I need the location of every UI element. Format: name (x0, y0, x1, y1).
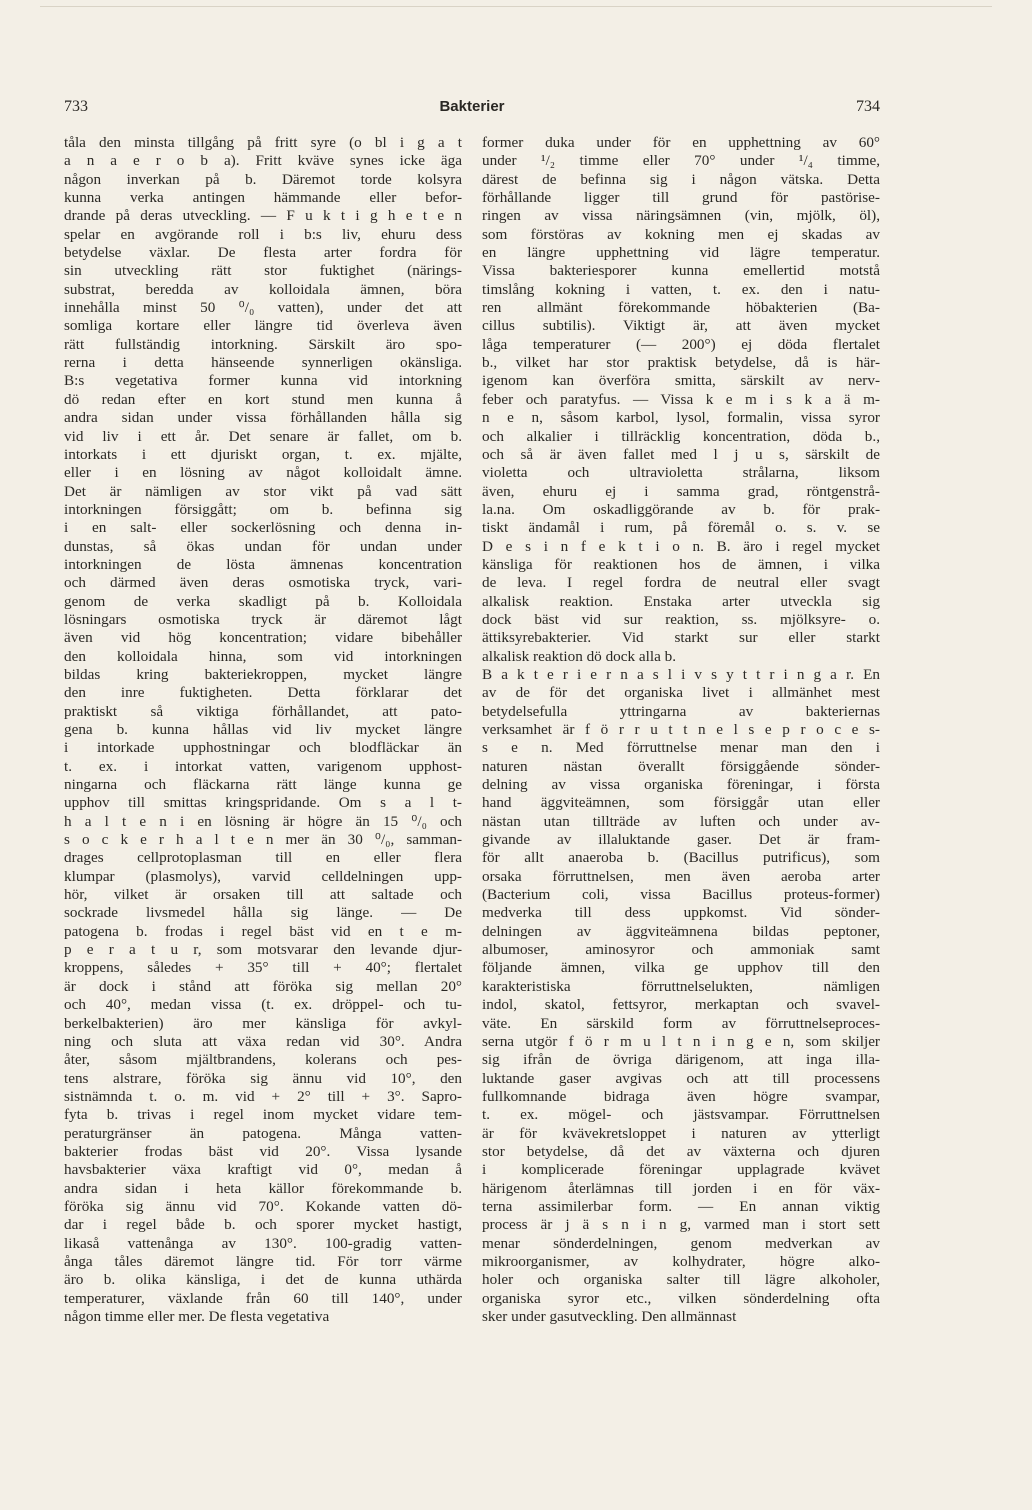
text-line: sig ifrån de övriga därigenom, att inga illa- (482, 1051, 880, 1069)
text-line: är dock i stånd att föröka sig mellan 20° (64, 977, 462, 995)
text-line: substrat, beredda av kolloidala ämnen, böra (64, 280, 462, 298)
text-line: intorkningen försiggått; om b. befinna sig (64, 500, 462, 518)
text-line: verksamhet är f ö r r u t t n e l s e p r o c e s- (482, 721, 880, 738)
text-line: fyta b. trivas i regel inom mycket vidare tem- (64, 1106, 462, 1124)
text-line: andra sidan under vissa förhållanden hålla sig (64, 409, 462, 427)
text-line: stor betydelse, då det av växterna och djuren (482, 1142, 880, 1160)
text-line: kunna verka antingen hämmande eller befor- (64, 189, 462, 207)
text-line: och därmed även deras osmotiska tryck, vari- (64, 574, 462, 592)
text-line: klumpar (plasmolys), varvid celldelningen upp- (64, 867, 462, 885)
text-line: sin utveckling rätt stor fuktighet (närings- (64, 262, 462, 280)
text-line: hand äggviteämnen, som försiggår utan eller (482, 794, 880, 812)
text-line: karakteristiska förruttnelselukten, nämligen (482, 977, 880, 995)
page-number-left: 733 (64, 98, 88, 115)
text-line: även, ehuru ej i samma grad, röntgenstrå- (482, 482, 880, 500)
text-line: betydelse växlar. De flesta arter fordra för (64, 244, 462, 262)
text-line: de leva. I regel fordra de neutral eller svagt (482, 574, 880, 592)
top-edge-rule (40, 6, 992, 7)
text-line: mikroorganismer, av kolhydrater, högre alko- (482, 1252, 880, 1270)
text-line: tens alstrare, föröka sig ännu vid 10°, den (64, 1069, 462, 1087)
text-line: naturen nästan överallt försiggående sönder- (482, 757, 880, 775)
text-line: D e s i n f e k t i o n. B. äro i regel mycket (482, 537, 880, 555)
text-line: holer och organiska salter till lägre alkoholer, (482, 1271, 880, 1289)
text-line: i en salt- eller sockerlösning och denna in- (64, 519, 462, 537)
text-line: drages cellprotoplasman till en eller flera (64, 849, 462, 867)
text-line: drande på deras utveckling. — F u k t i g h e t e n (64, 207, 462, 225)
text-line: sistnämnda t. o. m. vid + 2° till + 3°. Sapro- (64, 1087, 462, 1105)
text-line: t. ex. mögel- och jästsvampar. Förruttnelsen (482, 1106, 880, 1124)
text-line: och så är även fallet med l j u s, särskilt de (482, 445, 880, 463)
text-line: en längre upphettning vid lägre temperatur. (482, 244, 880, 262)
text-line: praktiskt så viktiga förhållandet, att pato- (64, 702, 462, 720)
text-line: delningen av äggviteämnena bildas peptoner, (482, 922, 880, 940)
text-line: upphov till smittas kringspridande. Om s a l t- (64, 794, 462, 812)
text-line: delning av vissa organiska föreningar, i första (482, 776, 880, 794)
text-line: terna assimilerbar form. — En annan viktig (482, 1197, 880, 1215)
text-line: genom de verka skadligt på b. Kolloidala (64, 592, 462, 610)
text-line: andra sidan i heta källor förekommande b. (64, 1179, 462, 1197)
text-line: h a l t e n i en lösning är högre än 15 ⁰/₀ och (64, 812, 462, 830)
text-line: berkelbakterien) äro mer känsliga för avkyl- (64, 1014, 462, 1032)
text-line: p e r a t u r, som motsvarar den levande djur- (64, 941, 462, 959)
page-number-right: 734 (856, 98, 880, 115)
text-line: albumoser, aminosyror och ammoniak samt (482, 941, 880, 959)
text-line: kroppens, således + 35° till + 40°; flertalet (64, 959, 462, 977)
text-line: ånga tåles däremot längre tid. För torr värme (64, 1252, 462, 1270)
text-line: ringen av vissa näringsämnen (vin, mjölk, öl), (482, 207, 880, 225)
text-line: igenom kan överföra smitta, särskilt av nerv- (482, 372, 880, 390)
text-line: luktande gaser avgivas och att till processens (482, 1069, 880, 1087)
text-line: somliga kortare eller längre tid överleva även (64, 317, 462, 335)
text-line: sker under gasutveckling. Den allmännast (482, 1308, 737, 1325)
text-line: intorkats i ett djuriskt organ, t. ex. mjälte, (64, 445, 462, 463)
text-line: spelar en avgörande roll i b:s liv, ehuru dess (64, 225, 462, 243)
text-line: innehålla minst 50 ⁰/₀ vatten), under det att (64, 299, 462, 317)
left-text-column (64, 134, 462, 1326)
text-line: serna utgör f ö r m u l t n i n g e n, som skiljer (482, 1032, 880, 1050)
text-line: föröka sig ännu vid 70°. Kokande vatten dö- (64, 1197, 462, 1215)
text-line: tåla den minsta tillgång på fritt syre (o bl i g a t (64, 134, 462, 151)
text-line: ren allmänt förekommande höbakterien (Ba- (482, 299, 880, 317)
text-line: i komplicerade föreningar upplagrade kvävet (482, 1161, 880, 1179)
text-line: a n a e r o b a). Fritt kväve synes icke äga (64, 152, 462, 170)
text-line: i intorkade upphostningar och blodfläckar än (64, 739, 462, 757)
text-line: alkalisk reaktion. Enstaka arter utveckla sig (482, 592, 880, 610)
text-line: och alkalier i tillräcklig koncentration, döda b., (482, 427, 880, 445)
text-line: timslång kokning i vatten, t. ex. den i natu- (482, 280, 880, 298)
text-line: la.na. Om oskadliggörande av b. för prak- (482, 500, 880, 518)
text-line: av de för det organiska livet i allmänhet mest (482, 684, 880, 702)
text-line: är för kvävekretsloppet i naturen av ytterligt (482, 1124, 880, 1142)
text-line: lösningars osmotiska tryck är däremot lågt (64, 610, 462, 628)
text-line: nästan utan tillträde av luften och under av- (482, 812, 880, 830)
text-line: (Bacterium coli, vissa Bacillus proteus-former) (482, 886, 880, 904)
text-line: havsbakterier växa kraftigt vid 0°, medan å (64, 1161, 462, 1179)
text-line: känsliga för reaktionen hos de ämnen, i vilka (482, 555, 880, 573)
text-line: låga temperaturer (— 200°) ej döda flertalet (482, 335, 880, 353)
text-line: bildas kring bakteriekroppen, mycket längre (64, 665, 462, 683)
text-line: givande av illaluktande gaser. Det är fram- (482, 831, 880, 849)
text-line: violetta och ultravioletta strålarna, liksom (482, 464, 880, 482)
text-line: väte. En särskild form av förruttnelseproces- (482, 1014, 880, 1032)
running-header (64, 98, 880, 122)
text-line: som förstöras av kokning men ej skadas av (482, 225, 880, 243)
text-line: bakterier frodas bäst vid 20°. Vissa lysande (64, 1142, 462, 1160)
text-line: dunstas, så ökas undan för undan under (64, 537, 462, 555)
text-line: dock bäst vid sur reaktion, ss. mjölksyre- o. (482, 610, 880, 628)
text-line: någon inverkan på b. Däremot torde kolsyra (64, 170, 462, 188)
text-line: även vid hög koncentration; vidare bibehåller (64, 629, 462, 647)
text-line: och 40°, medan vissa (t. ex. dröppel- och tu- (64, 996, 462, 1014)
text-line: den inre fuktigheten. Detta förklarar det (64, 684, 462, 702)
text-line: härigenom återlämnas till jorden i en för väx- (482, 1179, 880, 1197)
text-line: patogena b. frodas i regel bäst vid en t e m- (64, 922, 462, 940)
text-line: indol, skatol, fettsyror, merkaptan och svavel- (482, 996, 880, 1014)
text-line: medverka till dess uppkomst. Vid sönder- (482, 904, 880, 922)
text-line: hör, vilket är orsaken till att saltade och (64, 886, 462, 904)
text-line: Vissa bakteriesporer kunna emellertid motstå (482, 262, 880, 280)
text-line: någon timme eller mer. De flesta vegetativa (64, 1308, 330, 1325)
text-line: s e n. Med förruttnelse menar man den i (482, 739, 880, 757)
text-line: B:s vegetativa former kunna vid intorkning (64, 372, 462, 390)
text-line: sockrade livsmedel hålla sig länge. — De (64, 904, 462, 922)
text-line: tiskt ändamål i rum, på föremål o. s. v. se (482, 519, 880, 537)
text-line: b., vilket har stor praktisk betydelse, då is här- (482, 354, 880, 372)
text-line: förhållande ligger till grund för pastörise- (482, 189, 880, 207)
text-line: t. ex. i intorkat vatten, varigenom upphost- (64, 757, 462, 775)
text-line: rätt fullständig intorkning. Särskilt äro spo- (64, 335, 462, 353)
right-text-column (482, 134, 880, 1326)
text-line: intorkningen de lösta ämnenas koncentration (64, 555, 462, 573)
text-line: B a k t e r i e r n a s l i v s y t t r i n g a r. En (482, 665, 880, 683)
text-line: därest de befinna sig i någon vätska. Detta (482, 170, 880, 188)
text-line: ningarna och fläckarna rätt länge kunna ge (64, 776, 462, 794)
text-line: n e n, såsom karbol, lysol, formalin, vissa syror (482, 409, 880, 427)
header-title: Bakterier (439, 98, 505, 115)
text-line: temperaturer, växlande från 60 till 140°, under (64, 1289, 462, 1307)
text-line: under ¹/₂ timme eller 70° under ¹/₄ timme, (482, 152, 880, 170)
text-line: alkalisk reaktion dö dock alla b. (482, 647, 677, 665)
text-line: ättiksyrebakterier. Vid starkt sur eller starkt (482, 629, 880, 647)
text-line: för allt anaeroba b. (Bacillus putrificus), som (482, 849, 880, 867)
text-line: åter, såsom mjältbrandens, kolerans och pes- (64, 1051, 462, 1069)
text-line: äro b. olika känsliga, i det de kunna uthärda (64, 1271, 462, 1289)
text-line: vid liv i ett år. Det senare är fallet, om b. (64, 427, 462, 445)
text-line: likaså vattenånga av 130°. 100-gradig vatten- (64, 1234, 462, 1252)
text-line: process är j ä s n i n g, varmed man i stort sett (482, 1216, 880, 1234)
text-line: organiska syror etc., vilken sönderdelning ofta (482, 1289, 880, 1307)
text-line: gena b. kunna hållas vid liv mycket längre (64, 721, 462, 738)
text-line: orsaka förruttnelsen, men även aeroba arter (482, 867, 880, 885)
text-line: ning och sluta att växa redan vid 30°. Andra (64, 1032, 462, 1050)
text-line: s o c k e r h a l t e n mer än 30 ⁰/₀, samman- (64, 831, 462, 849)
text-line: fullkomnande bidraga även högre svampar, (482, 1087, 880, 1105)
text-line: rerna i detta hänseende synnerligen okänsliga. (64, 354, 462, 372)
text-line: former duka under för en upphettning av 60° (482, 134, 880, 151)
text-line: cillus subtilis). Viktigt är, att även mycket (482, 317, 880, 335)
text-line: den kolloidala hinna, som vid intorkningen (64, 647, 462, 665)
text-line: peraturgränser än patogena. Många vatten- (64, 1124, 462, 1142)
text-line: betydelsefulla yttringarna av bakteriernas (482, 702, 880, 720)
text-line: eller i en lösning av något kolloidalt ämne. (64, 464, 462, 482)
text-line: följande ämnen, vilka ge upphov till den (482, 959, 880, 977)
text-line: Det är nämligen av stor vikt på vad sätt (64, 482, 462, 500)
text-line: feber och paratyfus. — Vissa k e m i s k a ä m- (482, 390, 880, 408)
text-line: dö redan efter en kort stund men kunna å (64, 390, 462, 408)
text-line: dar i regel både b. och sporer mycket hastigt, (64, 1216, 462, 1234)
text-line: menar sönderdelningen, genom medverkan av (482, 1234, 880, 1252)
